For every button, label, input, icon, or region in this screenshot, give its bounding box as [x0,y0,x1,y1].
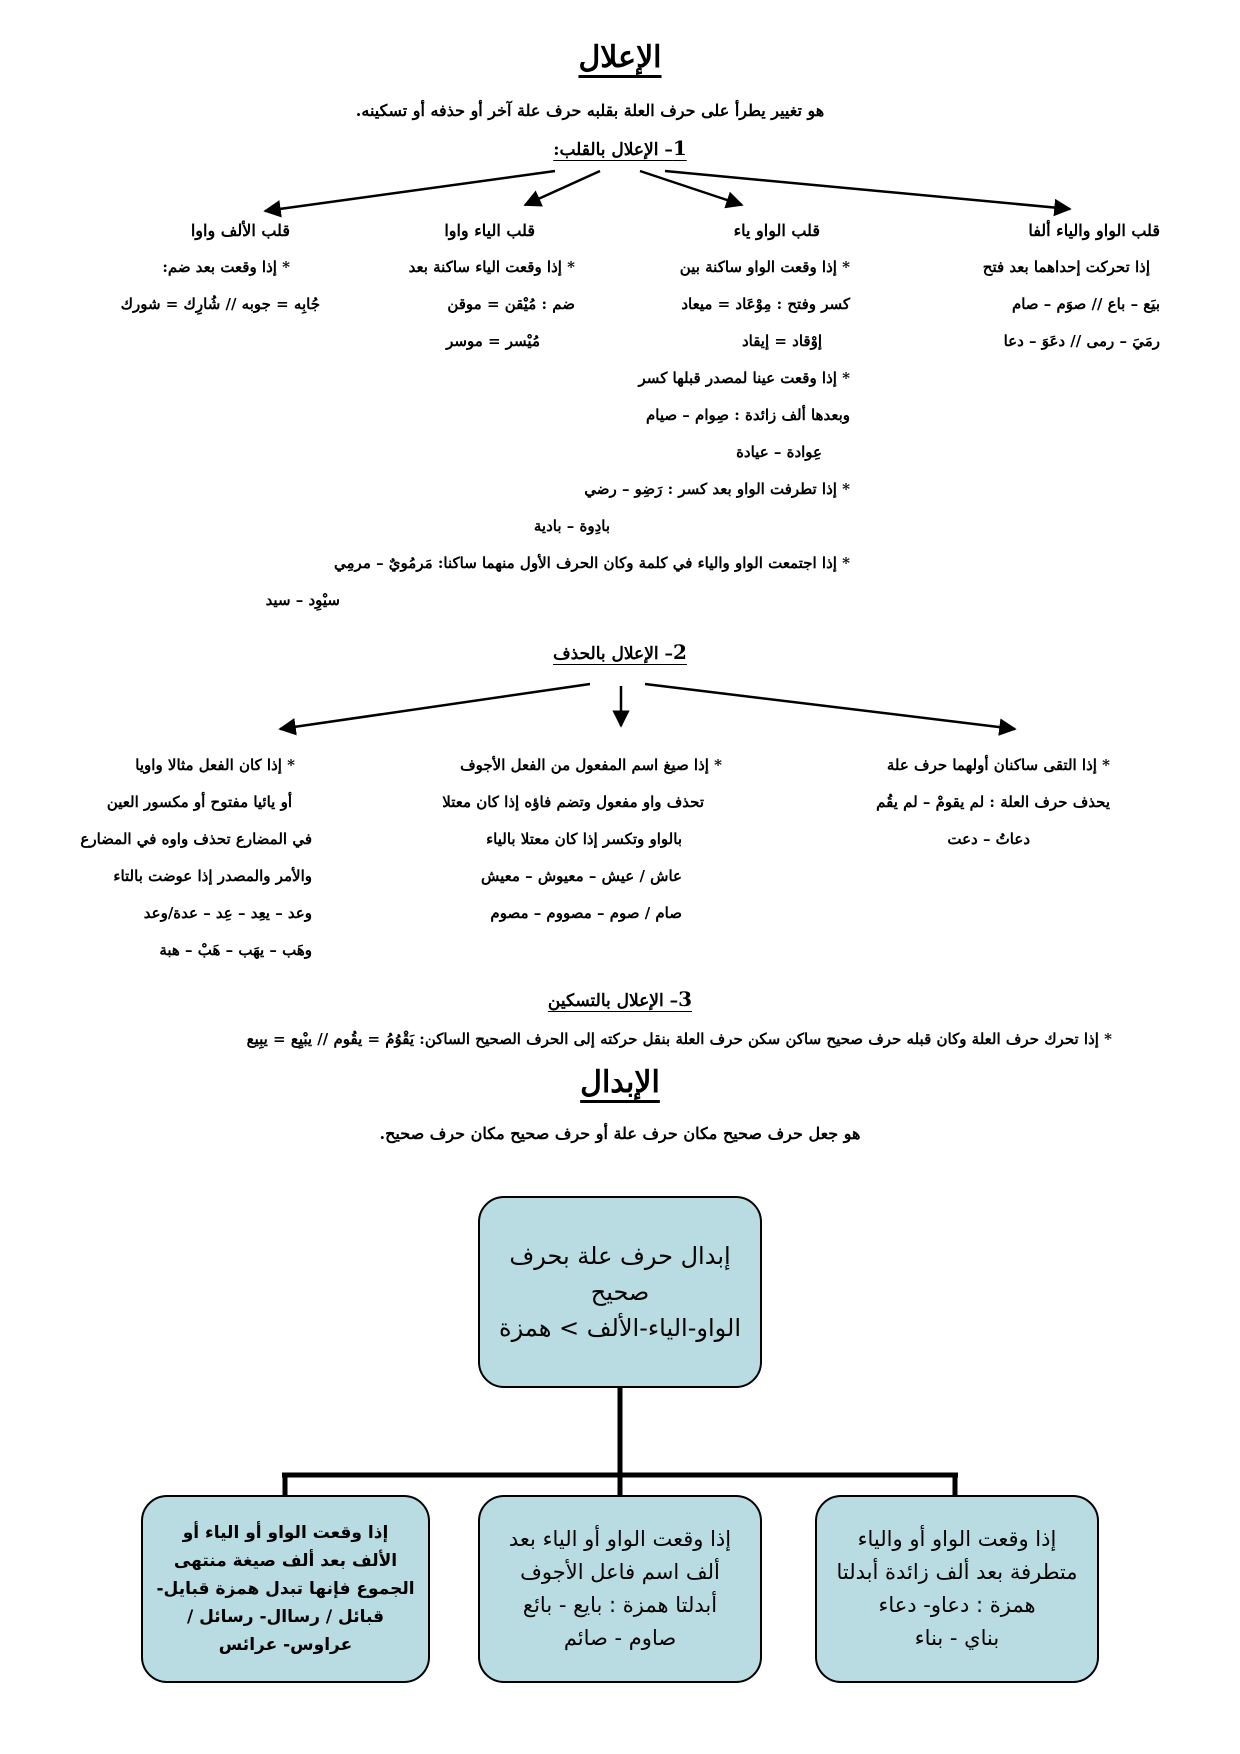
ibdal-box-left [141,1495,430,1683]
section1-number: 1 [672,136,687,160]
qalb-col-4 [120,212,320,323]
qalb-col-2-line: سيْوِد – سيد [265,591,340,609]
ilal-title: الإعلال [578,40,662,75]
ilal-definition: هو تغيير يطرأ على حرف العلة بقلبه حرف علة آخر أو حذفه أو تسكينه. [355,101,825,120]
box-right-line: بناي - بناء [914,1626,1000,1650]
ibdal-tree-lines [282,1387,958,1495]
qalb-col-2-line: * إذا تطرفت الواو بعد كسر : رَضِو – رضي [584,480,850,498]
box-middle-line: ألف اسم فاعل الأجوف [520,1560,720,1584]
hathf-col-1-line: * إذا التقى ساكنان أولهما حرف علة [886,756,1110,774]
root-box-line: صحيح [590,1278,650,1306]
section3-title: – الإعلال بالتسكين [547,991,679,1011]
box-right-line: متطرفة بعد ألف زائدة أبدلتا [836,1560,1078,1584]
arrow-to-col3 [525,171,600,205]
hathf-col-2-line: بالواو وتكسر إذا كان معتلا بالياء [486,830,682,848]
qalb-col-1-line: بيَع – باع // صوَم – صام [1011,295,1160,313]
qalb-col-1 [983,212,1160,360]
section1-title: – الإعلال بالقلب: [553,140,673,160]
qalb-col-3-line: * إذا وقعت الياء ساكنة بعد [408,258,575,276]
hathf-col-3-line: * إذا كان الفعل مثالا واويا [135,756,295,774]
box-left-line: الجموع فإنها تبدل همزة قبايل- [156,1579,415,1599]
hathf-col-3 [80,747,312,969]
qalb-col-2-line: * إذا وقعت عينا لمصدر قبلها كسر [638,369,850,387]
qalb-col-2-heading: قلب الواو ياء [733,221,820,240]
ibdal-box-right [815,1495,1099,1683]
hathf-col-2-line: * إذا صيغ اسم المفعول من الفعل الأجوف [460,756,722,774]
hathf-col-2-line: تحذف واو مفعول وتضم فاؤه إذا كان معتلا [442,793,704,811]
qalb-col-2-line: * إذا وقعت الواو ساكنة بين [679,258,850,276]
hathf-col-1-line: دعاتُ – دعت [947,830,1030,848]
root-box-line: إبدال حرف علة بحرف [509,1242,731,1270]
hathf-col-3-line: وهَب – يهَب – هَبْ – هبة [159,941,312,959]
qalb-col-4-heading: قلب الألف واوا [190,221,290,240]
qalb-col-3 [409,212,575,360]
root-box-line: الواو-الياء-الألف > همزة [499,1314,742,1342]
qalb-col-2-line: بادِوة – بادية [533,517,610,535]
section2-title: – الإعلال بالحذف [553,644,674,664]
ibdal-box-middle [478,1495,762,1683]
section3-number: 3 [678,987,693,1011]
hathf-col-1-line: يحذف حرف العلة : لم يقومْ – لم يقُم [876,793,1110,811]
box-right-line: إذا وقعت الواو أو والياء [857,1527,1057,1551]
qalb-col-3-line: مُيْسر = موسر [446,332,540,350]
ibdal-title: الإبدال [580,1065,660,1100]
qalb-col-2-line: عِوادة – عيادة [736,443,822,461]
box-middle-line: صاوم - صائم [563,1626,677,1650]
hathf-col-2 [442,747,722,932]
qalb-col-3-line: ضم : مُيْقن = موقن [447,295,575,313]
arrow-to-hathf-left [280,684,590,729]
box-left-line: الألف بعد ألف صيغة منتهى [173,1551,398,1571]
qalb-col-2-line: وبعدها ألف زائدة : صِوام – صيام [645,406,850,424]
hathf-col-2-line: صام / صوم – مصووم – مصوم [490,904,682,922]
qalb-col-2-line: كسر وفتح : مِوْعَاد = ميعاد [681,295,850,313]
qalb-col-2-line: * إذا اجتمعت الواو والياء في كلمة وكان الحرف الأول منهما ساكنا: مَرمُويٌ – مرمِي [334,554,850,572]
box-middle-line: إذا وقعت الواو أو الياء بعد [508,1527,732,1551]
qalb-col-3-heading: قلب الياء واوا [444,221,535,240]
hathf-col-1 [876,747,1110,858]
hathf-col-3-line: أو يائيا مفتوح أو مكسور العين [106,793,292,811]
hathf-col-3-line: في المضارع تحذف واوه في المضارع [80,830,312,848]
qalb-col-1-line: إذا تحركت إحداهما بعد فتح [982,258,1150,276]
qalb-col-4-line: جُابِه = جوبه // شُارِك = شورك [120,295,320,313]
ibdal-definition: هو جعل حرف صحيح مكان حرف علة أو حرف صحيح مكان حرف صحيح. [379,1124,861,1143]
hathf-col-3-line: وعد – يعِد – عِد – عدة/وعد [143,904,312,922]
hathf-col-2-line: عاش / عيش – معيوش – معيش [480,867,682,885]
box-left-line: عراوس- عرائس [218,1635,353,1655]
qalb-arrows [265,171,1070,211]
section1-heading [480,136,760,160]
box-left-line: إذا وقعت الواو أو الياء أو [182,1523,389,1543]
arrow-to-col1 [665,171,1070,209]
section2-heading [480,640,760,664]
box-middle-line: أبدلتا همزة : بايع - بائع [522,1593,718,1617]
box-right-line: همزة : دعاو- دعاء [878,1593,1036,1617]
ibdal-root-box [478,1196,762,1388]
section3-heading [480,987,760,1011]
qalb-col-1-heading: قلب الواو والياء ألفا [1028,221,1160,240]
arrow-to-hathf-right [645,684,1015,729]
box-left-line: قبائل / رساال- رسائل / [186,1607,385,1627]
hathf-col-3-line: والأمر والمصدر إذا عوضت بالتاء [113,867,312,885]
qalb-col-2-line: إوْقاد = إيقاد [741,332,822,350]
hathf-arrows [280,684,1015,729]
arrow-to-col4 [265,171,555,211]
section3-text: * إذا تحرك حرف العلة وكان قبله حرف صحيح ساكن سكن حرف العلة بنقل حركته إلى الحرف الصحيح الساكن: يَقْوُمُ = يقُوم // يبْيِع = يبِيع [246,1030,1112,1048]
qalb-col-4-line: * إذا وقعت بعد ضم: [162,258,290,276]
qalb-col-1-line: رمَيَ – رمى // دعَوَ – دعا [1003,332,1160,350]
section2-number: 2 [673,640,687,664]
